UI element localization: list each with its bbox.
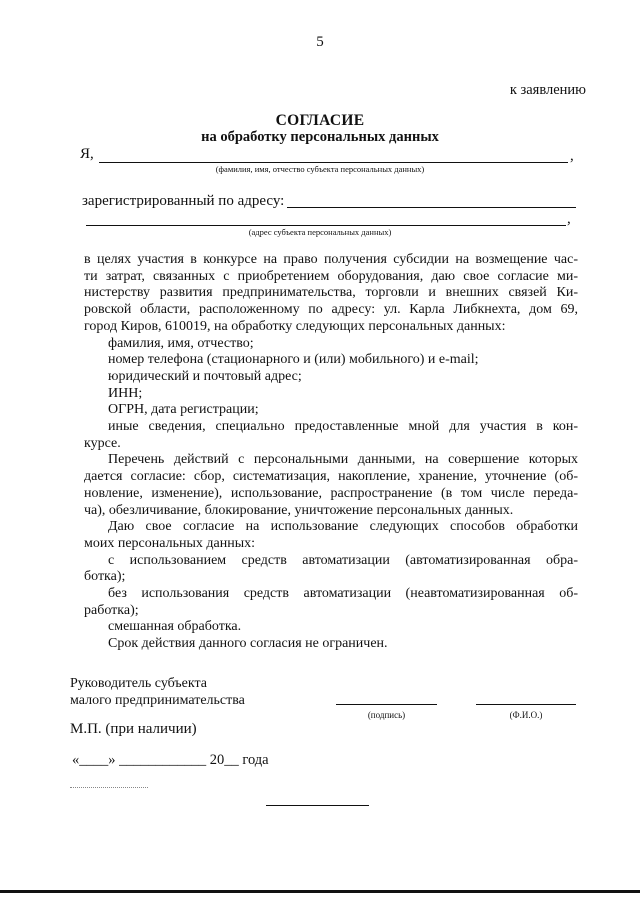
consent-term: Срок действия данного согласия не ограничен. xyxy=(108,636,388,652)
document-title: СОГЛАСИЕ xyxy=(275,112,365,129)
actions-line: ча), обезличивание, блокирование, уничтожение персональных данных. xyxy=(84,502,514,518)
data-item: фамилия, имя, отчество; xyxy=(108,335,254,351)
name-caption: (фамилия, имя, отчество субъекта персональных данных) xyxy=(215,164,425,174)
address-field-line-2 xyxy=(86,225,566,226)
consent-body xyxy=(84,252,578,653)
stamp-note: М.П. (при наличии) xyxy=(70,721,197,737)
signature-caption: (подпись) xyxy=(367,710,406,720)
auto-processing-line: с использованием средств автоматизации (автоматизированная обра- xyxy=(108,552,578,568)
page-number: 5 xyxy=(316,34,324,50)
data-item: ИНН; xyxy=(108,385,143,401)
data-item: ОГРН, дата регистрации; xyxy=(108,402,259,418)
intro-line: ровской области, расположенному по адресу: ул. Карла Либкнехта, дом 69, xyxy=(84,302,578,318)
intro-line: город Киров, 610019, на обработку следующих персональных данных: xyxy=(84,318,506,334)
fio-line xyxy=(476,704,576,705)
auto-processing-line: ботка); xyxy=(84,569,126,585)
intro-line: нистерству развития предпринимательства, торговли и внешних связей Ки- xyxy=(84,285,578,301)
other-info-line: иные сведения, специально предоставленные мной для участия в кон- xyxy=(108,419,578,435)
head-title-line-1: Руководитель субъекта xyxy=(70,676,207,691)
page-bottom-rule xyxy=(0,890,640,893)
name-field-line xyxy=(99,162,568,163)
data-item: номер телефона (стационарного и (или) мобильного) и e-mail; xyxy=(108,352,479,368)
address-caption: (адрес субъекта персональных данных) xyxy=(248,227,392,237)
nonauto-processing-line: работка); xyxy=(84,602,139,618)
attachment-note: к заявлению xyxy=(509,82,586,98)
footer-short-rule xyxy=(266,805,369,806)
dotted-separator xyxy=(70,787,148,788)
address-field-line-1 xyxy=(287,207,576,208)
intro-line: в целях участия в конкурсе на право получения субсидии на возмещение час- xyxy=(84,252,578,267)
mixed-processing: смешанная обработка. xyxy=(108,619,242,635)
actions-line: Перечень действий с персональными данными, на совершение которых xyxy=(108,452,578,468)
other-info-line: курсе. xyxy=(84,435,121,451)
name-field-comma: , xyxy=(570,148,574,164)
methods-line: моих персональных данных: xyxy=(84,535,255,551)
ya-prefix: Я, xyxy=(80,146,94,162)
actions-line: новление, изменение), использование, распространение (в том числе переда- xyxy=(84,485,578,501)
intro-line: ти затрат, связанных с приобретением оборудования, даю свое согласие ми- xyxy=(84,268,578,284)
head-title-line-2: малого предпринимательства xyxy=(70,693,245,708)
nonauto-processing-line: без использования средств автоматизации (неавтоматизированная об- xyxy=(108,586,578,602)
address-field-comma: , xyxy=(567,211,571,227)
fio-caption: (Ф.И.О.) xyxy=(509,710,543,720)
methods-line: Даю свое согласие на использование следующих способов обработки xyxy=(108,519,578,535)
signature-line xyxy=(336,704,437,705)
actions-line: дается согласие: сбор, систематизация, накопление, хранение, уточнение (об- xyxy=(84,469,578,485)
date-line: «____» ____________ 20__ года xyxy=(72,752,269,768)
registered-address-label: зарегистрированный по адресу: xyxy=(82,193,285,209)
document-subtitle: на обработку персональных данных xyxy=(201,129,439,145)
data-item: юридический и почтовый адрес; xyxy=(108,368,302,384)
